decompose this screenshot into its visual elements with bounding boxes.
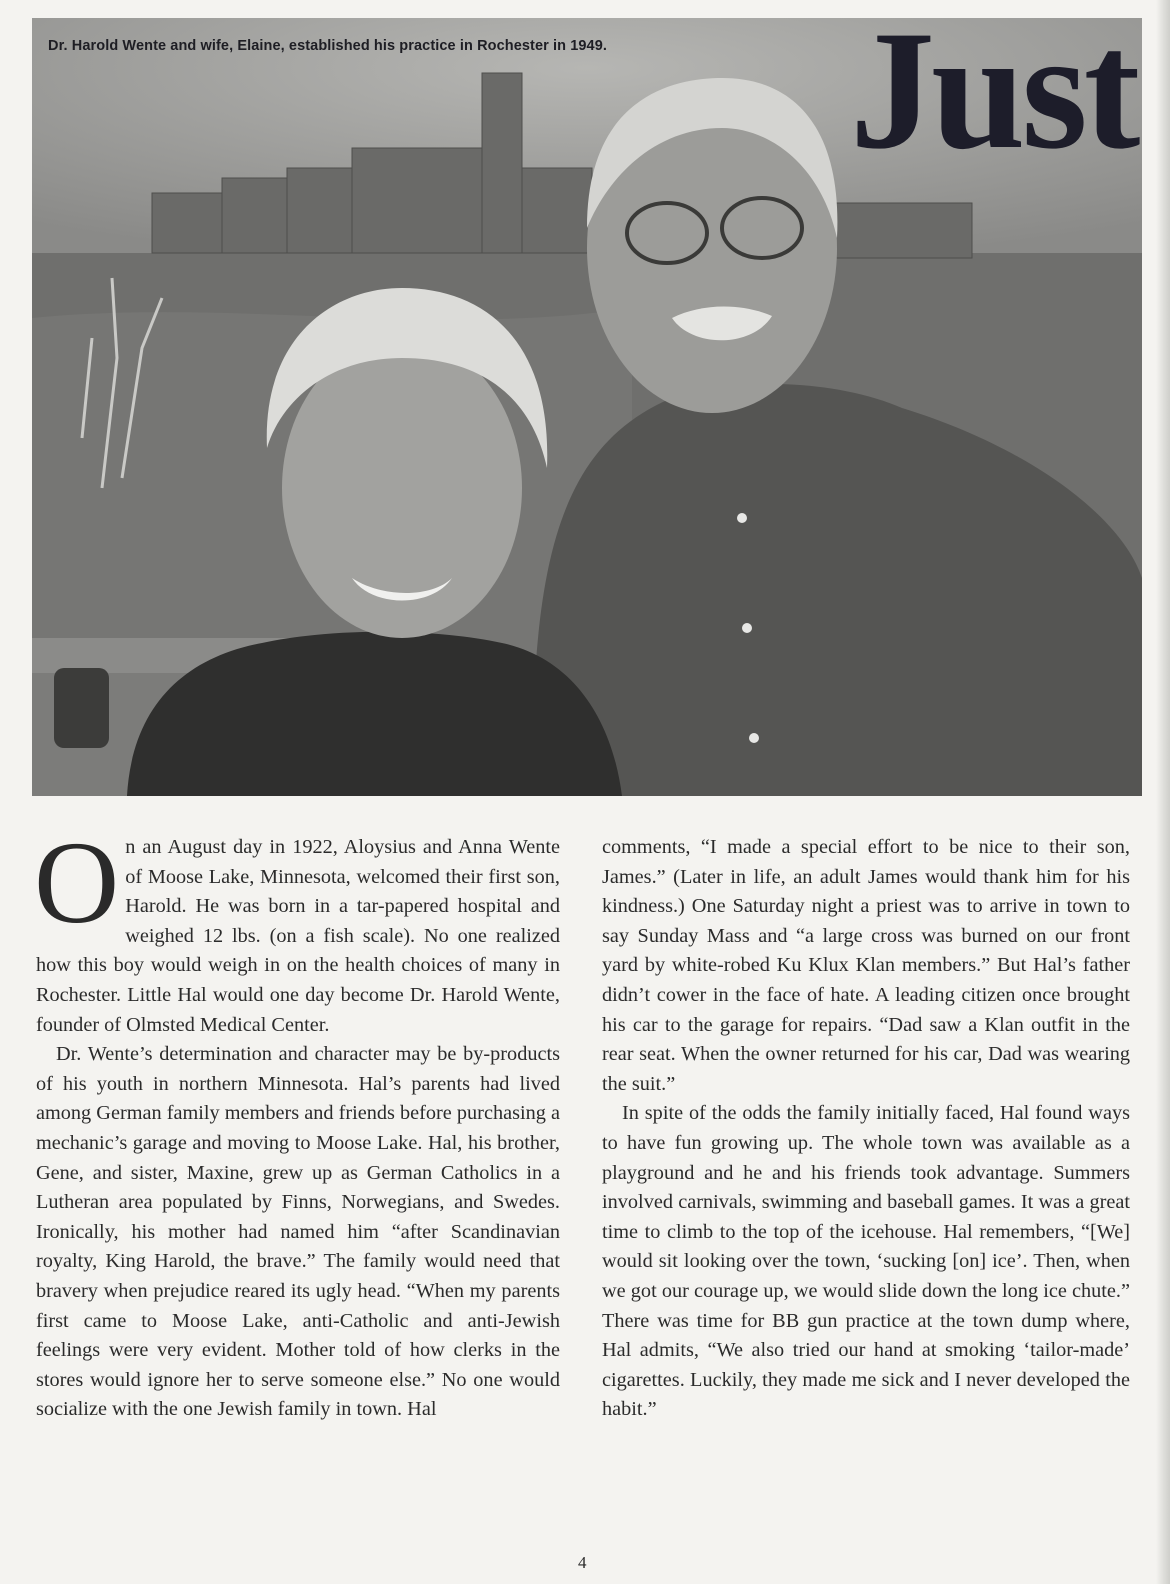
article-paragraph: Dr. Wente’s determination and character may be by-products of his youth in northern Minnesota. Hal’s parents had lived among German family members and friends before purchasing a mechanic’s garage and moving to Moose Lake. Hal, his brother, Gene, and sister, Maxine, grew up as German Catholics in a Lutheran area populated by Finns, Norwegians, and Swedes. Ironically, his mother had named him “after Scandinavian royalty, King Harold, the brave.” The family would need that bravery when prejudice reared its ugly head. “When my parents first came to Moose Lake, anti-Catholic and anti-Jewish feelings were very evident. Mother told of how clerks in the stores would ignore her to serve someone else.” No one would socialize with the one Jewish family in town. Hal <box>36 1043 560 1421</box>
article-paragraph: In spite of the odds the family initially faced, Hal found ways to have fun growing up. The whole town was available as a playground and he and his friends took advantage. Summers involved carnivals, swimming and baseball games. It was a great time to climb to the top of the icehouse. Hal remembers, “[We] would sit looking over the town, ‘sucking [on] ice’. Then, when we got our courage up, we would slide down the long ice chute.” There was time for BB gun practice at the town dump where, Hal admits, “We also tried our hand at smoking ‘tailor-made’ cigarettes. Luckily, they made me sick and I never developed the habit.” <box>602 1102 1130 1421</box>
article-paragraph: comments, “I made a special effort to be nice to their son, James.” (Later in life, an adult James would thank him for his kindness.) One Saturday night a priest was to arrive in town to say Sunday Mass and “a large cross was burned on our front yard by white-robed Ku Klux Klan members.” But Hal’s father didn’t cower in the face of hate. A leading citizen once brought his car to the garage for repairs. “Dad saw a Klan outfit in the rear seat. When the owner returned for his car, Dad was wearing the suit.” <box>602 836 1130 1095</box>
drop-cap: O <box>34 817 120 948</box>
page-number: 4 <box>578 1553 587 1572</box>
photo-caption: Dr. Harold Wente and wife, Elaine, established his practice in Rochester in 1949. <box>48 38 608 54</box>
article-column-left <box>34 817 560 1425</box>
article-headline: Just <box>850 0 1137 184</box>
paragraph-text: n an August day in 1922, Aloysius and Anna Wente of Moose Lake, Minnesota, welcomed their first son, Harold. He was born in a tar-papered hospital and weighed 12 lbs. (on a fish scale). No one realized how this boy would weigh in on the health choices of many in Rochester. Little Hal would one day become Dr. Harold Wente, founder of Olmsted Medical Center. <box>36 836 560 1036</box>
page-edge-shadow <box>1156 0 1170 1584</box>
headline-container <box>0 0 1170 200</box>
article-column-right <box>602 833 1130 1425</box>
article-paragraph <box>34 817 560 1040</box>
